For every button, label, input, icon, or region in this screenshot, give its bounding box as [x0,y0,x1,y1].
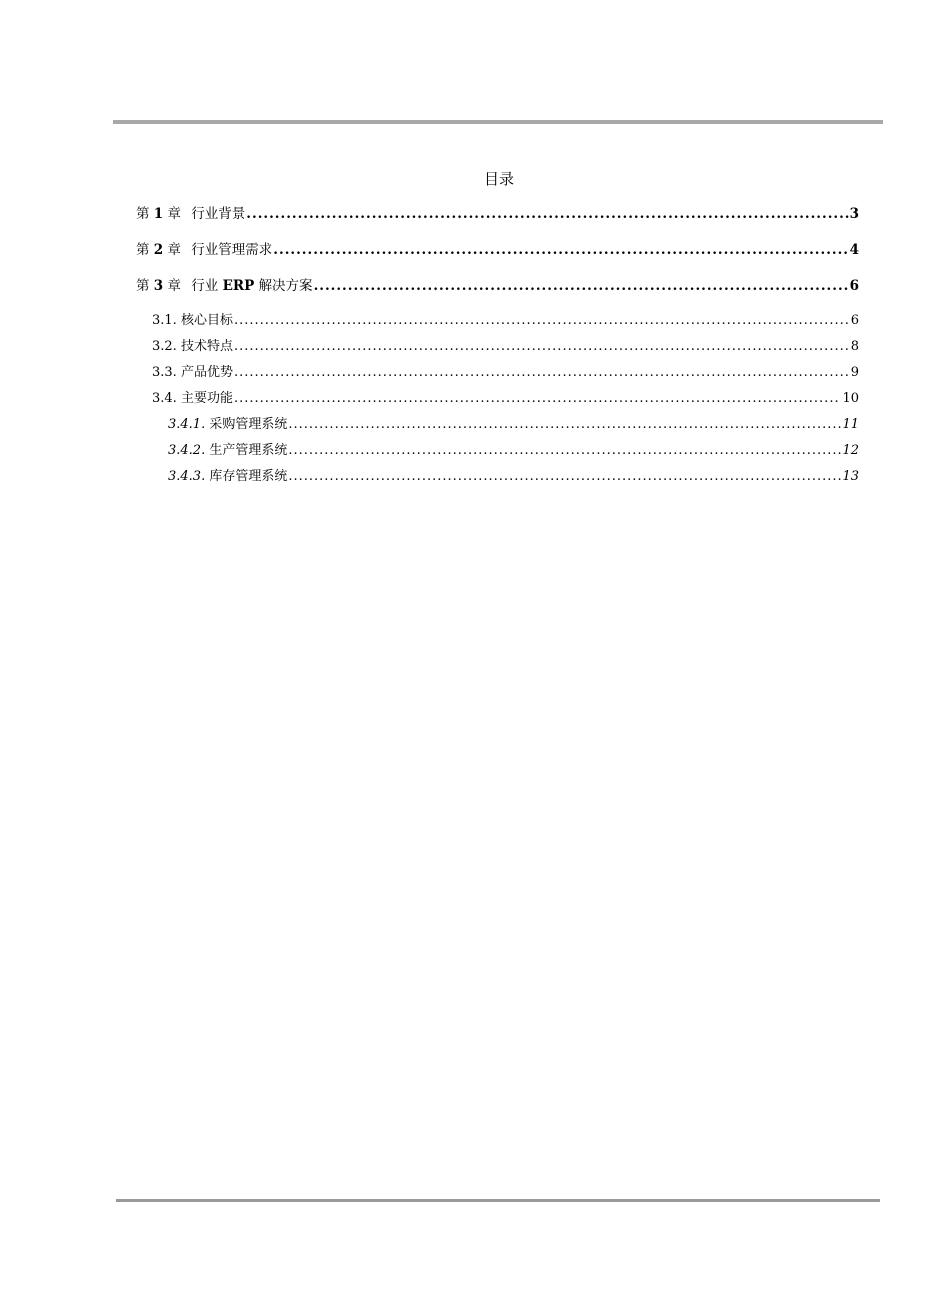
dot-leader [246,205,848,223]
section-title: 核心目标 [180,313,233,328]
page-number: 3 [849,206,859,222]
page-number: 13 [842,469,859,484]
chapter-title-part: 解决方案 [258,278,313,294]
toc-chapter-1[interactable] [136,205,859,223]
chapter-label: 第 1 章 行业背景 [136,206,246,222]
subsection-number: 3.4.3. [168,469,206,484]
dot-leader [288,468,841,486]
page-number: 8 [850,339,859,354]
page-number: 9 [850,365,859,380]
toc-subsection-3-4-3[interactable] [168,468,859,486]
dot-leader [234,390,841,408]
header-rule [113,120,883,124]
chapter-label: 第 2 章 行业管理需求 [136,242,273,258]
section-number: 3.4. [152,391,177,406]
subsection-number: 3.4.2. [168,443,206,458]
dot-leader [234,338,850,356]
chapter-title-part: 行业 [191,278,219,294]
chapter-title: 行业背景 [191,206,246,222]
toc-section-3-3[interactable] [152,364,859,382]
subsection-title: 库存管理系统 [209,469,288,484]
section-number: 3.3. [152,365,177,380]
dot-leader [234,312,850,330]
page-number: 6 [850,313,859,328]
chapter-title-erp: ERP [222,278,255,294]
subsection-number: 3.4.1. [168,417,206,432]
section-number: 3.1. [152,313,177,328]
page-number: 4 [849,242,859,258]
page-number: 10 [842,391,859,406]
toc-chapter-3[interactable] [136,277,859,295]
toc-section-3-1[interactable] [152,312,859,330]
subsection-title: 生产管理系统 [209,443,288,458]
dot-leader [273,241,848,259]
dot-leader [288,442,841,460]
toc-chapter-2[interactable] [136,241,859,259]
page-number: 6 [849,278,859,294]
page-number: 12 [842,443,859,458]
section-title: 技术特点 [180,339,233,354]
section-title: 主要功能 [180,391,233,406]
footer-rule [116,1199,880,1202]
toc-section-3-2[interactable] [152,338,859,356]
page-number: 11 [842,417,859,432]
section-title: 产品优势 [180,365,233,380]
section-number: 3.2. [152,339,177,354]
chapter-label: 第 3 章 行业 ERP 解决方案 [136,278,313,294]
dot-leader [234,364,850,382]
dot-leader [288,416,841,434]
subsection-title: 采购管理系统 [209,417,288,432]
toc-subsection-3-4-2[interactable] [168,442,859,460]
toc-section-3-4[interactable] [152,390,859,408]
toc-subsection-3-4-1[interactable] [168,416,859,434]
chapter-title: 行业管理需求 [191,242,273,258]
toc-title: 目录 [483,170,514,188]
dot-leader [314,277,849,295]
